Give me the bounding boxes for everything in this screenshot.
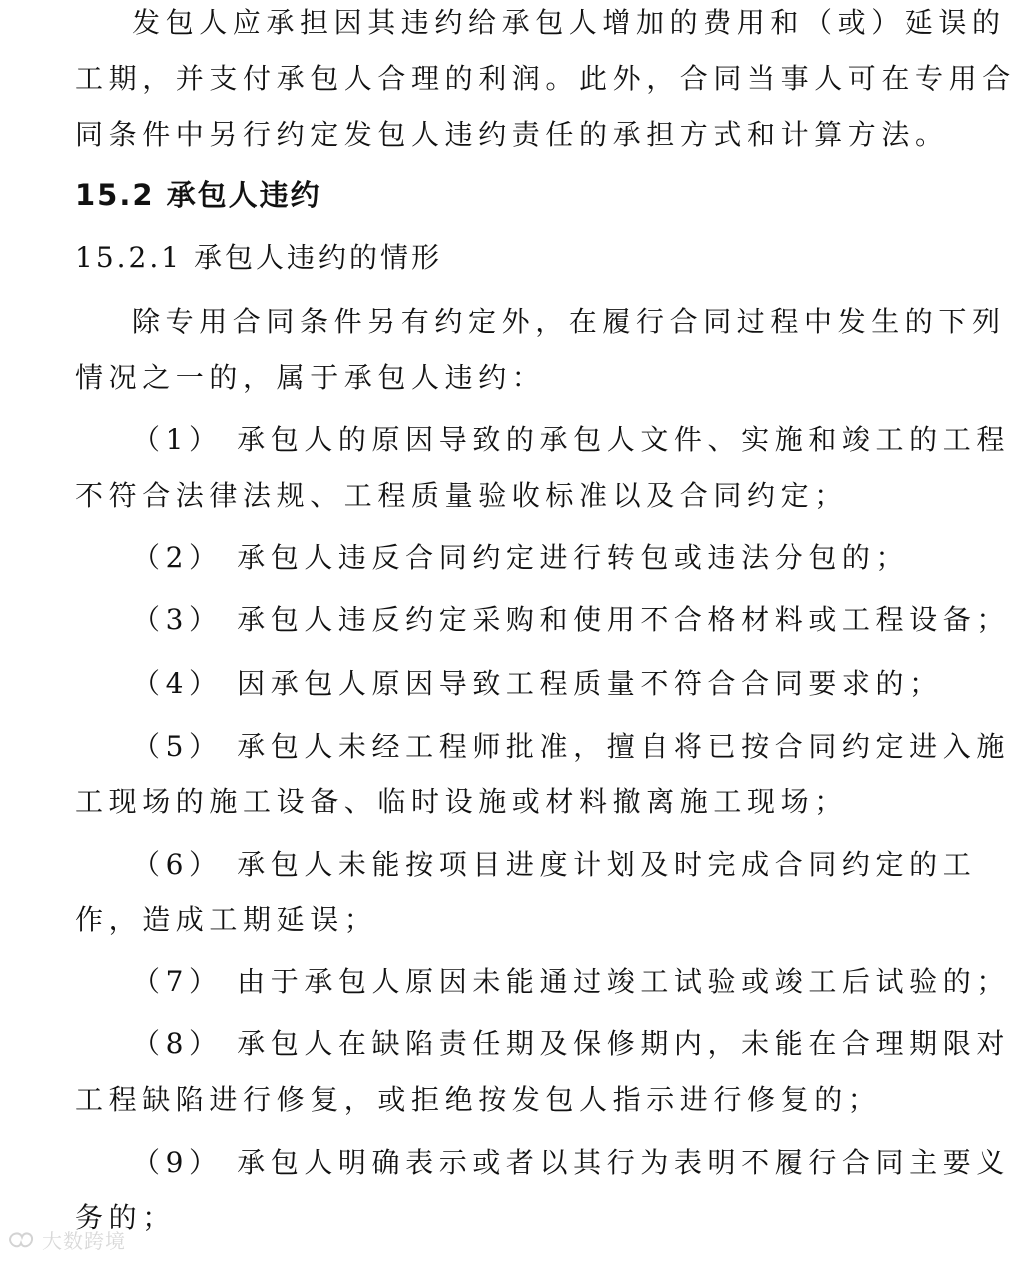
list-item-line: 工现场的施工设备、临时设施或材料撤离施工现场； [75,785,848,818]
paragraph-line: 发包人应承担因其违约给承包人增加的费用和（或）延误的 [132,6,1006,39]
section-heading: 15.2 承包人违约 [75,178,322,212]
watermark [6,1225,126,1254]
list-item-line: 不符合法律法规、工程质量验收标准以及合同约定； [75,479,848,512]
list-item-line: （8） 承包人在缺陷责任期及保修期内，未能在合理期限对 [132,1027,1010,1060]
paragraph-line: 情况之一的，属于承包人违约： [75,361,546,394]
paragraph-line: 除专用合同条件另有约定外，在履行合同过程中发生的下列 [132,305,1006,338]
list-item-line: 工程缺陷进行修复，或拒绝按发包人指示进行修复的； [75,1083,882,1116]
paragraph-line: 工期，并支付承包人合理的利润。此外，合同当事人可在专用合 [75,62,1016,95]
list-item-line: （3） 承包人违反约定采购和使用不合格材料或工程设备； [132,603,1010,636]
watermark-text: 大数跨境 [42,1229,126,1253]
paragraph-line: 同条件中另行约定发包人违约责任的承担方式和计算方法。 [75,118,949,151]
list-item-line: 作，造成工期延误； [75,903,378,936]
brand-logo-icon [6,1229,36,1251]
list-item-line: （6） 承包人未能按项目进度计划及时完成合同约定的工 [132,848,977,881]
subsection-heading: 15.2.1 承包人违约的情形 [75,241,442,274]
list-item-line: （2） 承包人违反合同约定进行转包或违法分包的； [132,541,910,574]
list-item-line: （7） 由于承包人原因未能通过竣工试验或竣工后试验的； [132,965,1010,998]
list-item-line: （9） 承包人明确表示或者以其行为表明不履行合同主要义 [132,1146,1010,1179]
list-item-line: （1） 承包人的原因导致的承包人文件、实施和竣工的工程 [132,423,1010,456]
list-item-line: （5） 承包人未经工程师批准，擅自将已按合同约定进入施 [132,730,1010,763]
list-item-line: （4） 因承包人原因导致工程质量不符合合同要求的； [132,667,943,700]
list-item-line: 务的； [75,1201,176,1234]
